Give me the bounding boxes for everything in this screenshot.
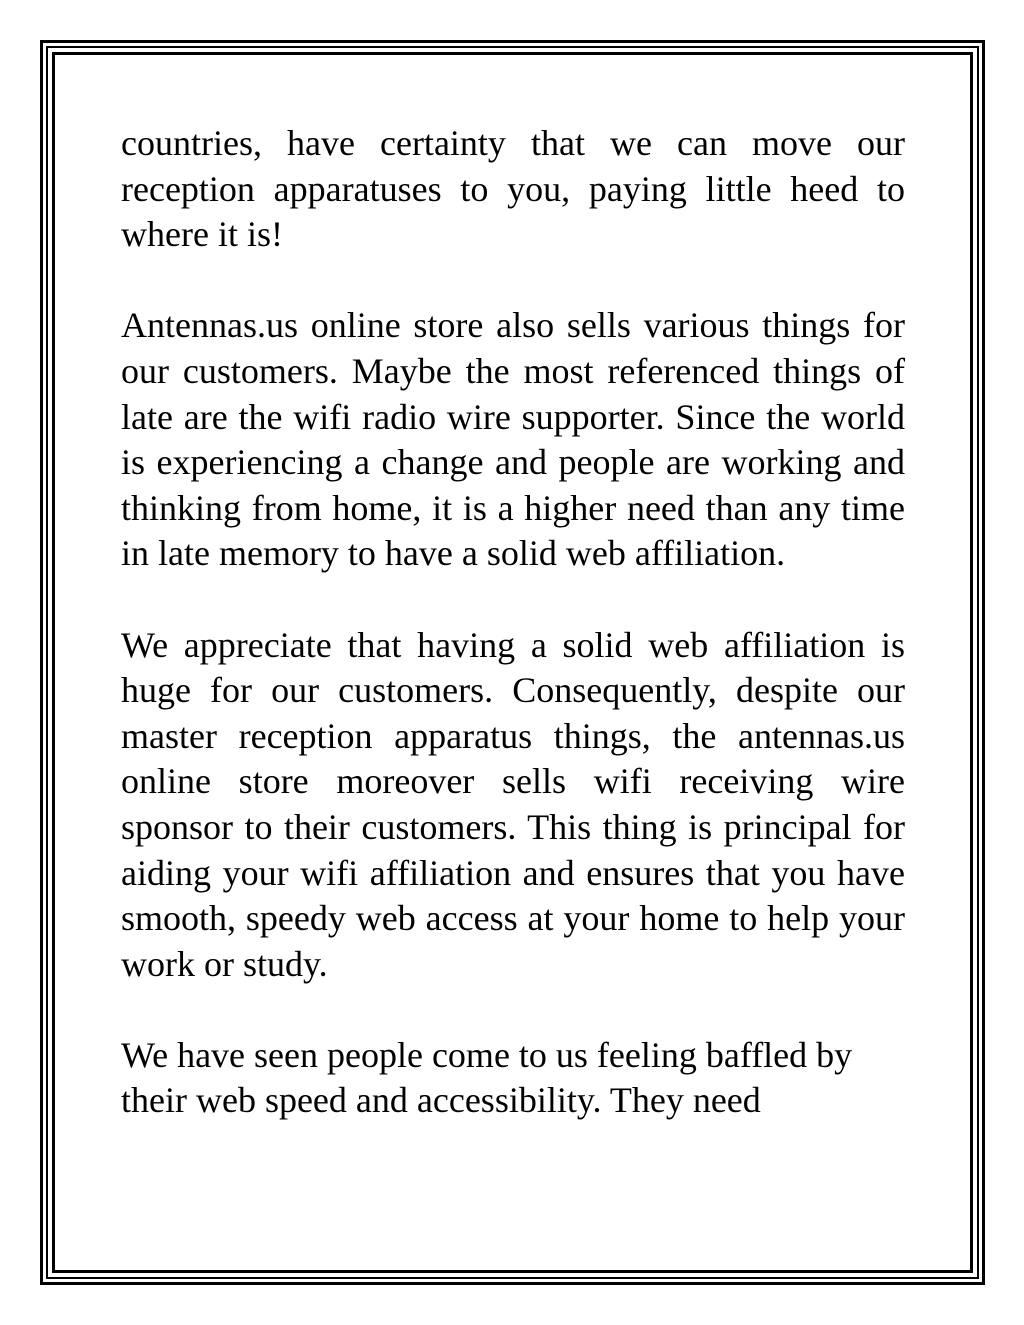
paragraph-2: Antennas.us online store also sells various things for our customers. Maybe the most referenced things of late are the wifi radio wire supporter. Since the world is experiencing a change and people are working and thinking from home, it is a higher need than any time in late memory to have a solid web affiliation. [121,305,905,574]
paragraph-1: countries, have certainty that we can move our reception apparatuses to you, paying little heed to where it is! [121,123,905,255]
document-body [121,121,905,1124]
paragraph-4: We have seen people come to us feeling baffled by their web speed and accessibility. They need [121,1034,853,1121]
paragraph-3: We appreciate that having a solid web affiliation is huge for our customers. Consequently, despite our master reception apparatus things, the antennas.us online store moreover sells wifi receiving wire sponsor to their customers. This thing is principal for aiding your wifi affiliation and ensures that you have smooth, speedy web access at your home to help your work or study. [121,624,905,984]
